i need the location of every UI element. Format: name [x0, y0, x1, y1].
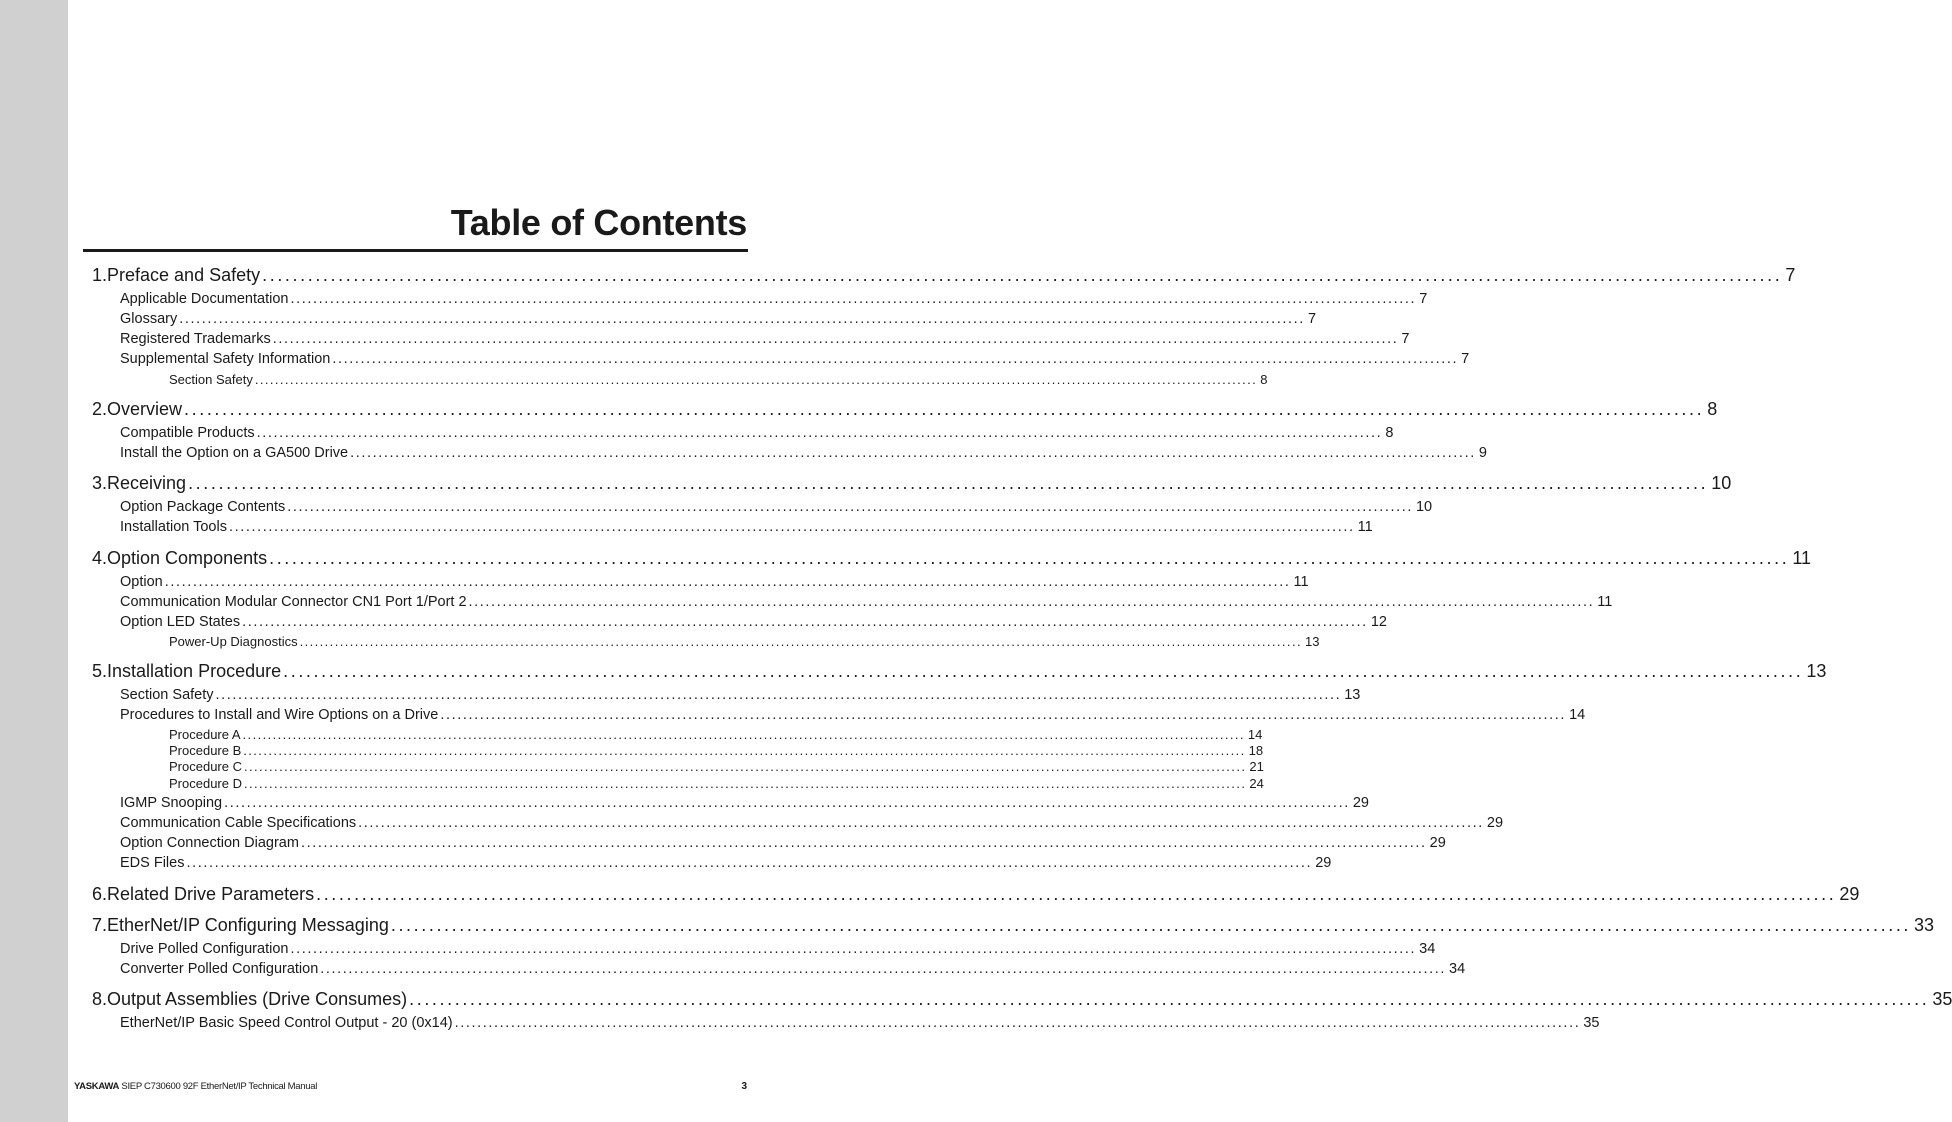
toc-page-number: 7 — [1419, 291, 1428, 307]
toc-section[interactable] — [120, 794, 1369, 813]
toc-subsection[interactable] — [169, 776, 1264, 792]
toc-dot-leader: ........................................................................................................................................................................................................ — [269, 548, 1790, 568]
toc-entry-label: Drive Polled Configuration — [120, 941, 289, 957]
toc-entry-label: Preface and Safety — [107, 265, 261, 285]
toc-entry-label: Installation Tools — [120, 519, 227, 535]
toc-entry-label: Option Connection Diagram — [120, 835, 299, 851]
toc-page-number: 13 — [1806, 661, 1827, 681]
toc-dot-leader: ........................................................................................................................................................................................................ — [243, 776, 1247, 791]
toc-entry-label: Glossary — [120, 311, 178, 327]
toc-dot-leader: ........................................................................................................................................................................................................ — [243, 759, 1247, 774]
toc-page-number: 13 — [1344, 687, 1361, 703]
toc-subsection[interactable] — [169, 634, 1320, 650]
toc-entry-label: Applicable Documentation — [120, 291, 289, 307]
toc-subsection[interactable] — [169, 372, 1268, 388]
toc-entry-label: Section Safety — [169, 372, 253, 387]
toc-section[interactable] — [120, 613, 1387, 632]
toc-entry-label: Procedure A — [169, 727, 241, 742]
toc-dot-leader: ........................................................................................................................................................................................................ — [188, 473, 1709, 493]
toc-section[interactable] — [120, 518, 1373, 537]
toc-page-number: 13 — [1304, 634, 1320, 649]
toc-page-number: 29 — [1352, 795, 1369, 811]
toc-page-number: 8 — [1385, 425, 1394, 441]
toc-dot-leader: ........................................................................................................................................................................................................ — [468, 594, 1595, 610]
toc-chapter-number: 6. — [92, 884, 108, 904]
page-title: Table of Contents — [450, 202, 747, 243]
toc-chapter-number: 4. — [92, 548, 108, 568]
toc-page-number: 29 — [1839, 884, 1860, 904]
toc-subsection[interactable] — [169, 727, 1263, 743]
toc-dot-leader: ........................................................................................................................................................................................................ — [283, 661, 1804, 681]
toc-page-number: 11 — [1597, 594, 1613, 610]
toc-entry-label: Procedure D — [169, 776, 242, 791]
toc-page-number: 7 — [1307, 311, 1317, 327]
toc-page-number: 29 — [1315, 855, 1332, 871]
toc-entry-label: Output Assemblies (Drive Consumes) — [107, 989, 408, 1009]
toc-section[interactable] — [120, 424, 1394, 443]
toc-section[interactable] — [120, 814, 1504, 833]
toc-entry-label: Installation Procedure — [107, 661, 282, 681]
toc-dot-leader: ........................................................................................................................................................................................................ — [243, 743, 1246, 758]
footer-brand: YASKAWA — [74, 1081, 120, 1092]
toc-entry-label: Registered Trademarks — [120, 331, 271, 347]
toc-dot-leader: ........................................................................................................................................................................................................ — [290, 941, 1417, 957]
toc-chapter-number: 5. — [92, 661, 108, 681]
toc-section[interactable] — [120, 1014, 1600, 1033]
toc-entry-label: Receiving — [107, 473, 187, 493]
toc-entry-label: EtherNet/IP Configuring Messaging — [107, 915, 389, 935]
toc-page-number: 34 — [1449, 961, 1466, 977]
toc-page-number: 33 — [1914, 915, 1935, 935]
toc-page-number: 10 — [1415, 499, 1433, 515]
toc-dot-leader: ........................................................................................................................................................................................................ — [287, 499, 1413, 515]
toc-section[interactable] — [120, 593, 1613, 612]
toc-section[interactable] — [120, 834, 1446, 853]
toc-dot-leader: ........................................................................................................................................................................................................ — [256, 425, 1383, 441]
toc-dot-leader: ........................................................................................................................................................................................................ — [186, 855, 1313, 871]
toc-page-number: 9 — [1478, 445, 1487, 461]
toc-section[interactable] — [120, 686, 1361, 705]
toc-chapter[interactable] — [92, 913, 1935, 937]
toc-entry-label: EDS Files — [120, 855, 185, 871]
toc-dot-leader: ........................................................................................................................................................................................................ — [320, 961, 1446, 977]
toc-page-number: 7 — [1461, 351, 1470, 367]
toc-chapter-number: 3. — [92, 473, 108, 493]
toc-section[interactable] — [120, 854, 1332, 873]
toc-chapter[interactable] — [92, 263, 1796, 287]
toc-dot-leader: ........................................................................................................................................................................................................ — [164, 574, 1291, 590]
toc-dot-leader: ........................................................................................................................................................................................................ — [242, 727, 1245, 742]
toc-section[interactable] — [120, 940, 1436, 959]
toc-dot-leader: ........................................................................................................................................................................................................ — [262, 265, 1783, 285]
toc-chapter[interactable] — [92, 397, 1718, 421]
toc-entry-label: Install the Option on a GA500 Drive — [120, 445, 349, 461]
toc-entry-label: EtherNet/IP Basic Speed Control Output - 20 (0x14) — [120, 1015, 453, 1031]
toc-dot-leader: ........................................................................................................................................................................................................ — [316, 884, 1837, 904]
toc-page-number: 14 — [1569, 707, 1586, 723]
toc-page-number: 8 — [1260, 372, 1268, 387]
toc-entry-label: Procedures to Install and Wire Options on a Drive — [120, 707, 439, 723]
toc-dot-leader: ........................................................................................................................................................................................................ — [409, 989, 1930, 1009]
toc-entry-label: Compatible Products — [120, 425, 255, 441]
toc-chapter-number: 8. — [92, 989, 108, 1009]
toc-entry-label: Supplemental Safety Information — [120, 351, 331, 367]
toc-section[interactable] — [120, 444, 1487, 463]
toc-dot-leader: ........................................................................................................................................................................................................ — [440, 707, 1567, 723]
toc-section[interactable] — [120, 350, 1470, 369]
toc-dot-leader: ........................................................................................................................................................................................................ — [350, 445, 1476, 461]
toc-section[interactable] — [120, 498, 1433, 517]
toc-dot-leader: ........................................................................................................................................................................................................ — [184, 399, 1705, 419]
toc-dot-leader: ........................................................................................................................................................................................................ — [300, 835, 1427, 851]
toc-entry-label: Converter Polled Configuration — [120, 961, 319, 977]
toc-chapter-number: 1. — [92, 265, 108, 285]
toc-page-number: 24 — [1249, 776, 1264, 791]
toc-entry-label: Procedure C — [169, 759, 242, 774]
toc-chapter[interactable] — [92, 471, 1732, 495]
toc-dot-leader: ........................................................................................................................................................................................................ — [358, 815, 1484, 831]
toc-dot-leader: ........................................................................................................................................................................................................ — [454, 1015, 1581, 1031]
toc-dot-leader: ........................................................................................................................................................................................................ — [290, 291, 1417, 307]
toc-dot-leader: ........................................................................................................................................................................................................ — [224, 795, 1350, 811]
toc-entry-label: Option LED States — [120, 614, 241, 630]
toc-page-number: 7 — [1401, 331, 1410, 347]
toc-page-number: 14 — [1247, 727, 1263, 742]
toc-dot-leader: ........................................................................................................................................................................................................ — [179, 311, 1305, 327]
toc-section[interactable] — [120, 706, 1586, 725]
toc-chapter[interactable] — [92, 546, 1811, 570]
toc-section[interactable] — [120, 960, 1466, 979]
toc-page-number: 11 — [1293, 574, 1309, 590]
toc-dot-leader: ........................................................................................................................................................................................................ — [390, 915, 1912, 935]
toc-page-number: 8 — [1707, 399, 1718, 419]
toc-dot-leader: ........................................................................................................................................................................................................ — [332, 351, 1459, 367]
toc-page-number: 11 — [1792, 548, 1811, 568]
footer-doc-name: SIEP C730600 92F EtherNet/IP Technical Manual — [121, 1081, 318, 1092]
toc-page-number: 21 — [1249, 759, 1264, 774]
toc-page-number: 7 — [1785, 265, 1796, 285]
toc-dot-leader: ........................................................................................................................................................................................................ — [215, 687, 1342, 703]
toc-dot-leader: ........................................................................................................................................................................................................ — [242, 614, 1368, 630]
toc-chapter[interactable] — [92, 987, 1952, 1011]
toc-entry-label: Option Package Contents — [120, 499, 286, 515]
toc-page-number: 29 — [1486, 815, 1504, 831]
toc-entry-label: Option — [120, 574, 163, 590]
toc-dot-leader: ........................................................................................................................................................................................................ — [272, 331, 1399, 347]
toc-section[interactable] — [120, 310, 1317, 329]
toc-subsection[interactable] — [169, 743, 1264, 759]
toc-entry-label: Communication Cable Specifications — [120, 815, 357, 831]
toc-page-number: 34 — [1419, 941, 1436, 957]
toc-page-number: 35 — [1583, 1015, 1600, 1031]
toc-page-number: 18 — [1248, 743, 1264, 758]
toc-section[interactable] — [120, 573, 1309, 592]
toc-entry-label: IGMP Snooping — [120, 795, 223, 811]
toc-entry-label: Overview — [107, 399, 183, 419]
toc-page-number: 12 — [1370, 614, 1387, 630]
toc-dot-leader: ........................................................................................................................................................................................................ — [299, 634, 1302, 649]
toc-chapter[interactable] — [92, 882, 1860, 906]
toc-entry-label: Option Components — [107, 548, 268, 568]
toc-entry-label: Related Drive Parameters — [107, 884, 315, 904]
toc-chapter-number: 7. — [92, 915, 108, 935]
toc-dot-leader: ........................................................................................................................................................................................................ — [254, 372, 1258, 387]
toc-page-number: 35 — [1932, 989, 1952, 1009]
toc-page-number: 29 — [1429, 835, 1446, 851]
toc-subsection[interactable] — [169, 759, 1264, 775]
toc-chapter[interactable] — [92, 659, 1827, 683]
toc-section[interactable] — [120, 330, 1410, 349]
toc-entry-label: Communication Modular Connector CN1 Port 1/Port 2 — [120, 594, 467, 610]
toc-entry-label: Section Safety — [120, 687, 214, 703]
toc-page-number: 11 — [1357, 519, 1373, 535]
footer-document-title — [74, 1081, 317, 1092]
footer-page-number: 3 — [741, 1081, 747, 1092]
toc-section[interactable] — [120, 290, 1428, 309]
toc-dot-leader: ........................................................................................................................................................................................................ — [228, 519, 1355, 535]
toc-entry-label: Power-Up Diagnostics — [169, 634, 298, 649]
toc-chapter-number: 2. — [92, 399, 108, 419]
toc-page-number: 10 — [1711, 473, 1732, 493]
toc-entry-label: Procedure B — [169, 743, 242, 758]
